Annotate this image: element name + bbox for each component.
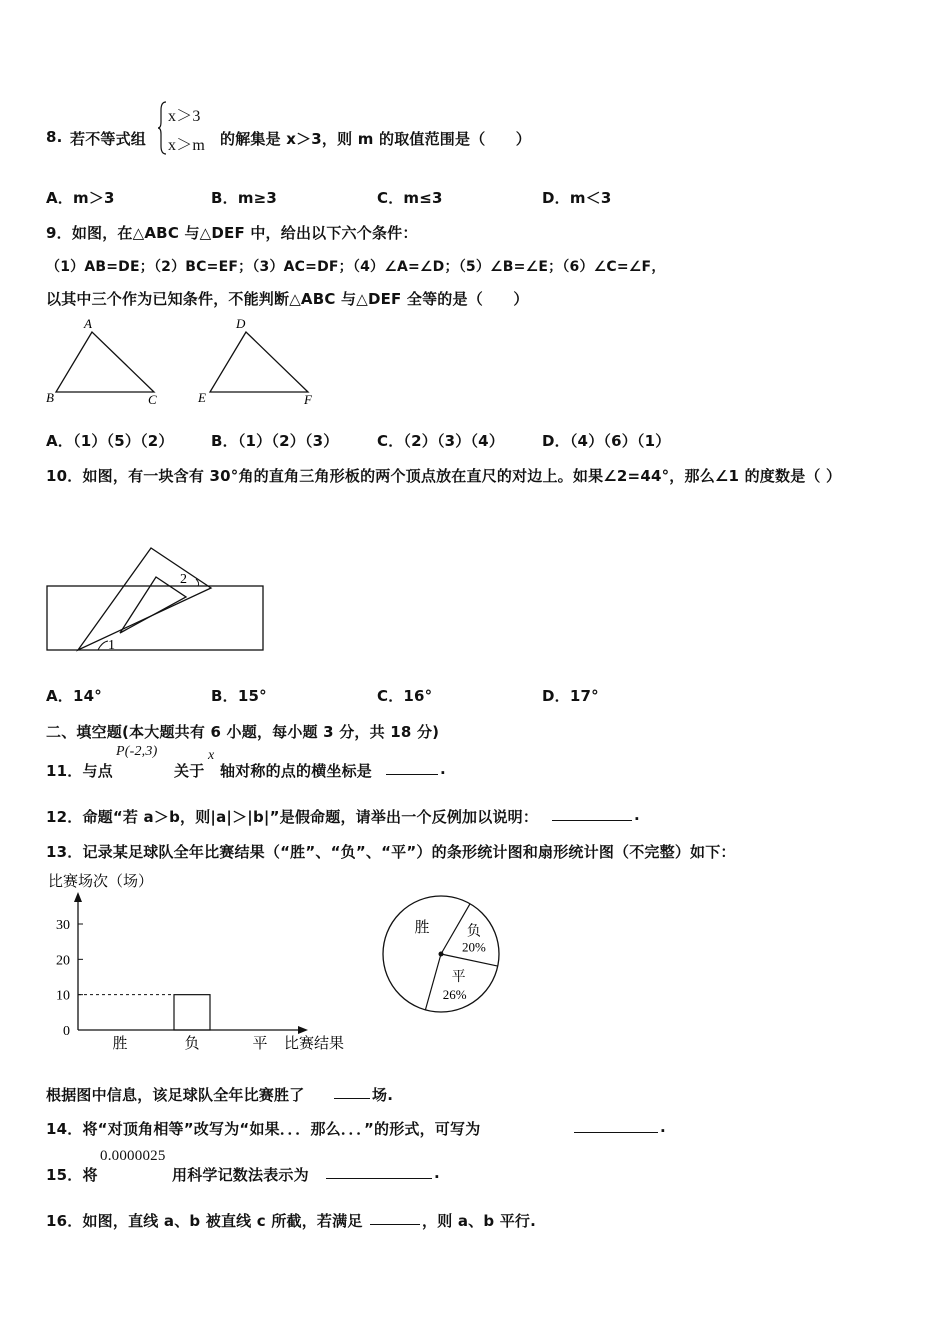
q14-answer-blank[interactable]: [574, 1118, 658, 1133]
q8-inequality-2: x＞m: [168, 137, 206, 154]
q13-followup-suffix: 场.: [372, 1086, 394, 1104]
bar-chart-category-label: 平: [252, 1036, 268, 1052]
q8-prefix: 若不等式组: [70, 130, 147, 148]
q12-stem: 12．命题“若 a＞b，则|a|＞|b|”是假命题，请举出一个反例加以说明：: [46, 808, 539, 826]
q8-option-a: A．m＞3: [46, 189, 115, 207]
q11-middle: 关于: [174, 762, 205, 780]
section-2-heading: 二、填空题(本大题共有 6 小题，每小题 3 分，共 18 分): [46, 723, 440, 741]
q14-stem: 14．将“对顶角相等”改写为“如果．．．那么．．．”的形式，可写为: [46, 1120, 481, 1138]
bar-chart-y-axis-arrow: [74, 892, 82, 902]
vertex-f-label: F: [304, 392, 312, 407]
q9-option-c: C．（2）（3）（4）: [377, 432, 505, 450]
vertex-d-label: D: [236, 316, 246, 331]
angle-1-label: 1: [108, 638, 115, 653]
q16-prefix: 16．如图，直线 a、b 被直线 c 所截，若满足: [46, 1212, 363, 1230]
pie-sector-boundary: [425, 954, 441, 1010]
q8-option-b: B．m≥3: [211, 189, 278, 207]
bar-chart-x-axis-arrow: [298, 1026, 308, 1034]
bar-chart-category-label: 胜: [112, 1036, 128, 1052]
q15-number: 0.0000025: [100, 1148, 166, 1164]
q8-suffix: 的解集是 x＞3，则 m 的取值范围是（ ）: [220, 130, 532, 148]
pie-label-draw: 平: [451, 970, 466, 986]
q9-option-d: D．（4）（6）（1）: [542, 432, 671, 450]
q8-inequality-1: x＞3: [168, 108, 201, 125]
vertex-c-label: C: [148, 392, 157, 407]
angle-2-label: 2: [180, 572, 187, 587]
q9-option-b: B．（1）（2）（3）: [211, 432, 339, 450]
q11-prefix: 11．与点: [46, 762, 113, 780]
q9-stem: 9．如图，在△ABC 与△DEF 中，给出以下六个条件：: [46, 224, 418, 242]
q8-number: 8.: [46, 128, 63, 146]
bar-chart-y-tick-20: 20: [56, 953, 70, 969]
q11-answer-blank[interactable]: [386, 760, 438, 775]
pie-sector-boundary: [441, 954, 498, 966]
pie-center-dot: [439, 952, 444, 957]
angle-1-arc: [98, 641, 108, 650]
pie-value-draw: 26%: [442, 987, 467, 1003]
triangle-abc: [56, 332, 154, 392]
vertex-a-label: A: [84, 316, 92, 331]
q13-pie-chart: [378, 894, 508, 1016]
q15-end: .: [434, 1164, 440, 1182]
q12-end: .: [634, 806, 640, 824]
triangle-def: [210, 332, 308, 392]
q10-option-b: B．15°: [211, 687, 267, 705]
pie-label-loss: 负: [466, 924, 481, 940]
ruler: [47, 586, 263, 650]
q10-option-c: C．16°: [377, 687, 433, 705]
q16-answer-blank[interactable]: [370, 1210, 420, 1225]
q12-answer-blank[interactable]: [552, 806, 632, 821]
q9-question: 以其中三个作为已知条件，不能判断△ABC 与△DEF 全等的是（ ）: [46, 290, 529, 308]
q9-conditions: （1）AB=DE；（2）BC=EF；（3）AC=DF；（4）∠A=∠D；（5）∠B=∠E；（6）∠C=∠F，: [46, 259, 666, 275]
q10-option-a: A．14°: [46, 687, 102, 705]
vertex-b-label: B: [46, 390, 54, 405]
vertex-e-label: E: [198, 390, 206, 405]
q9-option-a: A．（1）（5）（2）: [46, 432, 174, 450]
q8-option-d: D．m＜3: [542, 189, 612, 207]
bar-chart-x-axis-title: 比赛结果: [284, 1036, 345, 1052]
q14-end: .: [660, 1118, 666, 1136]
q15-answer-blank[interactable]: [326, 1164, 432, 1179]
q8-brace: [158, 100, 168, 156]
q9-triangles-figure: [40, 314, 330, 410]
q15-suffix: 用科学记数法表示为: [172, 1166, 309, 1184]
bar-chart-bar: [174, 995, 210, 1030]
q16-suffix: ，则 a、b 平行.: [422, 1212, 537, 1230]
q13-answer-blank[interactable]: [334, 1084, 370, 1099]
q11-point: P(-2,3): [116, 744, 158, 759]
q11-end: .: [440, 760, 446, 778]
q10-ruler-triangle-figure: [46, 545, 266, 655]
q11-suffix: 轴对称的点的横坐标是: [220, 762, 373, 780]
q13-stem: 13．记录某足球队全年比赛结果（“胜”、“负”、“平”）的条形统计图和扇形统计图（不完整）如下：: [46, 843, 736, 861]
q11-axis: x: [208, 748, 215, 763]
bar-chart-category-label: 负: [184, 1036, 200, 1052]
pie-value-loss: 20%: [461, 939, 486, 955]
set-square-outer: [78, 548, 211, 650]
q10-stem: 10．如图，有一块含有 30°角的直角三角形板的两个顶点放在直尺的对边上。如果∠2=44°，那么∠1 的度数是（ ）: [46, 467, 842, 485]
pie-label-win: 胜: [414, 920, 430, 936]
q13-bar-chart: [40, 868, 370, 1058]
bar-chart-y-axis-title: 比赛场次（场）: [48, 874, 154, 890]
q8-option-c: C．m≤3: [377, 189, 443, 207]
bar-chart-y-tick-30: 30: [56, 918, 70, 933]
bar-chart-y-tick-10: 10: [56, 988, 70, 1004]
q15-prefix: 15．将: [46, 1166, 98, 1184]
bar-chart-y-tick-0: 0: [63, 1024, 70, 1039]
q10-option-d: D．17°: [542, 687, 599, 705]
q13-followup-prefix: 根据图中信息，该足球队全年比赛胜了: [46, 1086, 305, 1104]
